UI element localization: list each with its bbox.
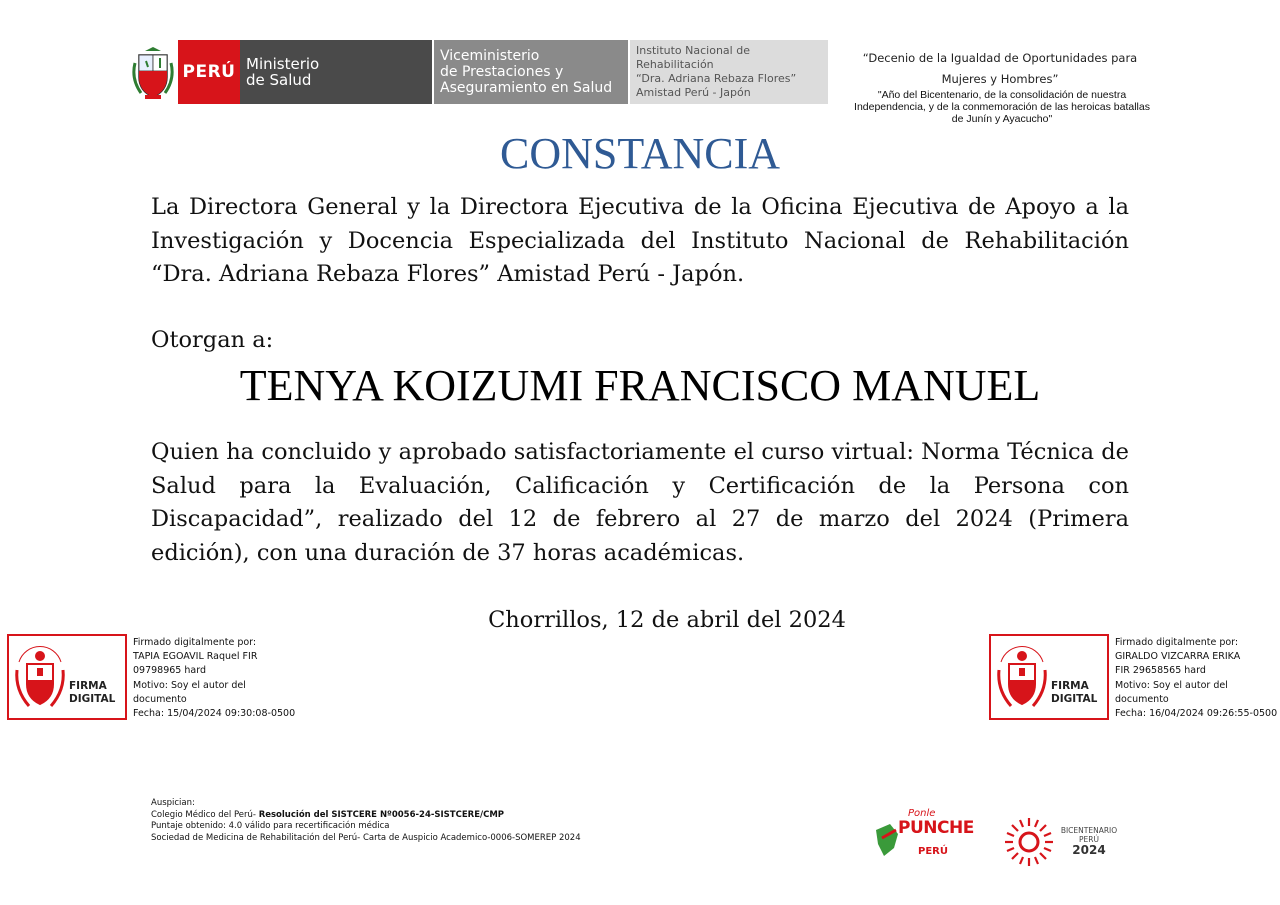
- inr-line: Amistad Perú - Japón: [636, 86, 751, 99]
- issuer-paragraph: La Directora General y la Directora Ejecutiva de la Oficina Ejecutiva de Apoyo a la Investigación y Docencia Especializada del Instituto Nacional de Rehabilitación “Dra. Adriana Rebaza Flores” Amistad Perú - Japón.: [151, 194, 1129, 287]
- signature-details: [1109, 634, 1277, 720]
- anio-motto: "Año del Bicentenario, de la consolidación de nuestra Independencia, y de la conmemoración de las heroicas batallas de Junín y Ayacucho": [854, 89, 1150, 125]
- peru-brand-block: [178, 40, 240, 104]
- bicentenario-year: 2024: [1072, 843, 1106, 857]
- bicentenario-label: PERÚ: [1079, 835, 1099, 844]
- firma-digital-stamp: [7, 634, 127, 720]
- footer-text: Colegio Médico del Perú-: [151, 809, 259, 820]
- course-paragraph: Quien ha concluido y aprobado satisfactoriamente el curso virtual: Norma Técnica de Salud para la Evaluación, Calificación y Certificación de la Persona con Discapacidad”, realizado del 12 de febrero al 27 de marzo del 2024 (Primera edición), con una duración de 37 horas académicas.: [151, 439, 1129, 566]
- signer-name: TAPIA EGOAVIL Raquel FIR: [133, 651, 258, 663]
- signature-line: Motivo: Soy el autor del: [1115, 679, 1228, 691]
- signature-date: Fecha: 15/04/2024 09:30:08-0500: [133, 708, 296, 720]
- granted-to-label: Otorgan a:: [151, 327, 274, 353]
- signer-name: GIRALDO VIZCARRA ERIKA: [1115, 651, 1241, 663]
- digital-signature-right: [989, 634, 1277, 720]
- sponsors-footer: [151, 798, 581, 844]
- punche-line: PUNCHE: [898, 818, 974, 838]
- vice-line: Viceministerio: [440, 48, 540, 64]
- footer-line: [151, 810, 581, 822]
- minsa-line: de Salud: [246, 71, 312, 89]
- viceministerio-block: [432, 40, 628, 104]
- peru-seal-icon: [13, 642, 67, 714]
- firma-digital-stamp: [989, 634, 1109, 720]
- peru-label: PERÚ: [182, 62, 236, 82]
- punche-line: Ponle: [908, 808, 936, 819]
- peru-seal-icon: [995, 642, 1049, 714]
- decenio-motto: “Decenio de la Igualdad de Oportunidades para Mujeres y Hombres”: [862, 51, 1138, 86]
- vice-line: de Prestaciones y: [440, 64, 564, 80]
- recipient-name: TENYA KOIZUMI FRANCISCO MANUEL: [239, 361, 1041, 410]
- signature-line: documento: [1115, 693, 1169, 705]
- signature-line: Motivo: Soy el autor del: [133, 679, 246, 691]
- signature-line: 09798965 hard: [133, 665, 206, 677]
- punche-line: PERÚ: [918, 846, 948, 857]
- place-date: Chorrillos, 12 de abril del 2024: [488, 607, 846, 633]
- minsa-line: Ministerio: [246, 55, 320, 73]
- footer-line: Sociedad de Medicina de Rehabilitación del Perú- Carta de Auspicio Academico-0006-SOMEREP 2024: [151, 832, 581, 843]
- vice-line: Aseguramiento en Salud: [440, 80, 613, 96]
- inr-block: [628, 40, 828, 104]
- inr-line: “Dra. Adriana Rebaza Flores”: [636, 72, 797, 85]
- certificate-title: CONSTANCIA: [499, 129, 781, 178]
- signature-line: Firmado digitalmente por:: [1115, 637, 1239, 648]
- stamp-line: FIRMA: [1051, 680, 1089, 692]
- stamp-line: DIGITAL: [69, 693, 116, 705]
- peru-coat-of-arms-icon: [128, 40, 178, 104]
- bicentenario-sun-icon: [1002, 814, 1056, 870]
- stamp-line: FIRMA: [69, 680, 107, 692]
- signature-line: Firmado digitalmente por:: [133, 637, 257, 648]
- institution-logo-bar: [128, 40, 830, 104]
- bicentenario-label: BICENTENARIO: [1060, 826, 1118, 835]
- bicentenario-logo: [1002, 814, 1120, 870]
- ministerio-salud-block: [240, 40, 432, 104]
- resolution-text: Resolución del SISTCERE Nº0056-24-SISTCERE/CMP: [258, 809, 505, 820]
- ponle-punche-logo: [872, 808, 974, 866]
- signature-details: [127, 634, 295, 720]
- stamp-line: DIGITAL: [1051, 693, 1098, 705]
- footer-line: Puntaje obtenido: 4.0 válido para recertificación médica: [151, 821, 390, 831]
- footer-heading: Auspician:: [151, 798, 195, 808]
- signature-line: FIR 29658565 hard: [1115, 665, 1206, 677]
- signature-line: documento: [133, 693, 187, 705]
- digital-signature-left: [7, 634, 295, 720]
- signature-date: Fecha: 16/04/2024 09:26:55-0500: [1115, 708, 1278, 720]
- inr-line: Instituto Nacional de Rehabilitación: [636, 44, 750, 71]
